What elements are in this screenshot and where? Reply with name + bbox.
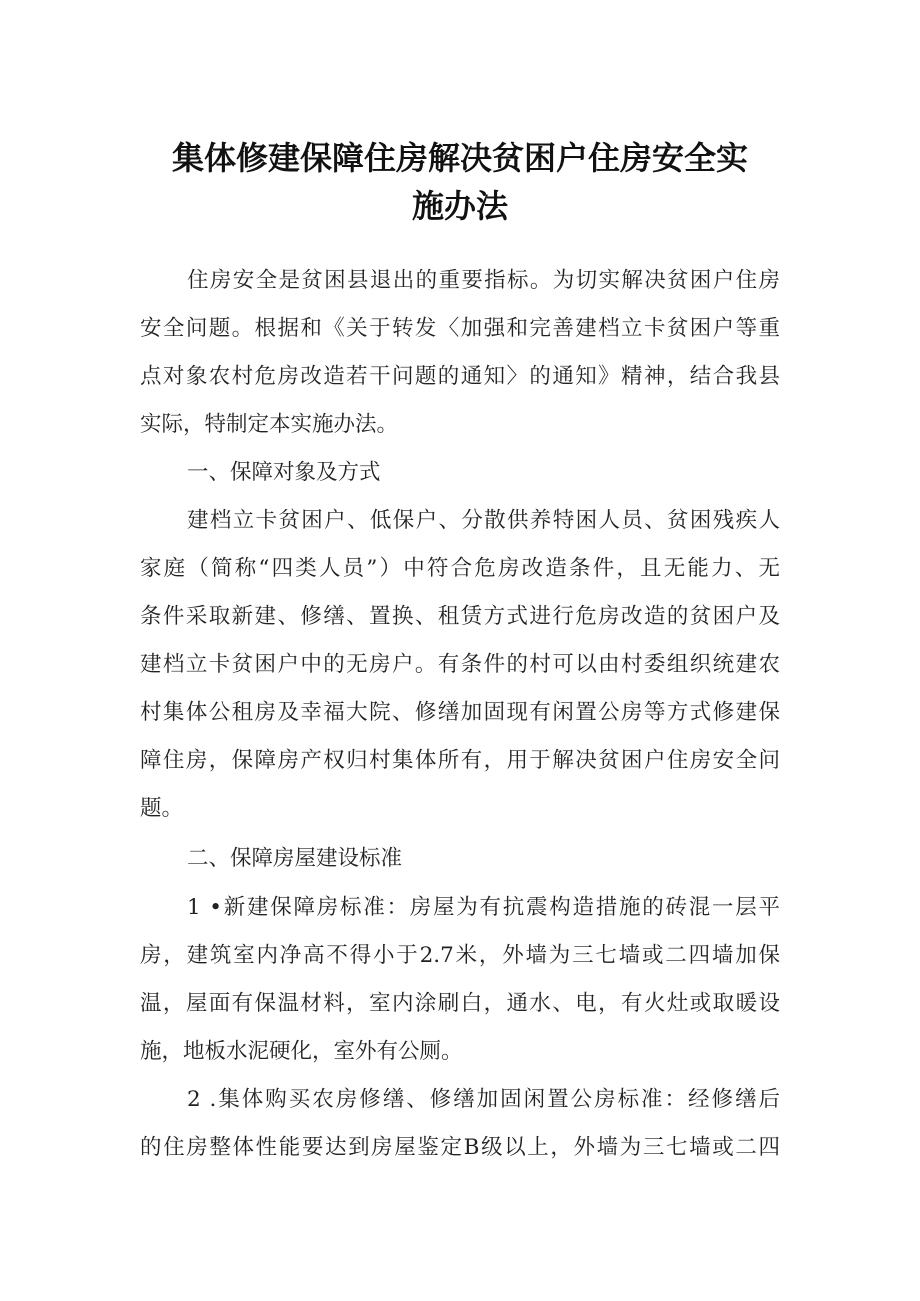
paragraph-line: 施，地板水泥硬化，室外有公厕。 <box>140 1039 463 1064</box>
document-title-line-1: 集体修建保障住房解决贫困户住房安全实 <box>171 139 748 177</box>
paragraph-line: 住房安全是贫困县退出的重要指标。为切实解决贫困户住房 <box>187 268 780 293</box>
paragraph-line: 的住房整体性能要达到房屋鉴定B级以上，外墙为三七墙或二四 <box>140 1135 780 1160</box>
paragraph-line: 点对象农村危房改造若干问题的通知〉的通知》精神，结合我县 <box>140 364 780 389</box>
paragraph-line: 1 •新建保障房标准：房屋为有抗震构造措施的砖混一层平 <box>187 895 780 920</box>
paragraph-line: 实际，特制定本实施办法。 <box>140 412 399 437</box>
document-title-line-2: 施办法 <box>411 187 508 225</box>
paragraph-line: 家庭（简称“四类人员”）中符合危房改造条件，且无能力、无 <box>140 556 780 581</box>
paragraph-line: 村集体公租房及幸福大院、修缮加固现有闲置公房等方式修建保 <box>140 700 780 725</box>
section-heading: 一、保障对象及方式 <box>187 460 381 485</box>
paragraph-line: 建档立卡贫困户、低保户、分散供养特困人员、贫困残疾人 <box>187 508 780 533</box>
paragraph-line: 条件采取新建、修缮、置换、租赁方式进行危房改造的贫困户及 <box>140 604 780 629</box>
paragraph-line: 障住房，保障房产权归村集体所有，用于解决贫困户住房安全问 <box>140 748 780 773</box>
paragraph-line: 安全问题。根据和《关于转发〈加强和完善建档立卡贫困户等重 <box>140 316 780 341</box>
paragraph-line: 建档立卡贫困户中的无房户。有条件的村可以由村委组织统建农 <box>140 652 780 677</box>
paragraph-line: 房，建筑室内净高不得小于2.7米，外墙为三七墙或二四墙加保 <box>140 943 780 968</box>
section-heading: 二、保障房屋建设标准 <box>187 846 403 871</box>
paragraph-line: 2 .集体购买农房修缮、修缮加固闲置公房标准：经修缮后 <box>187 1087 780 1112</box>
paragraph-line: 温，屋面有保温材料，室内涂刷白，通水、电，有火灶或取暖设 <box>140 991 780 1016</box>
paragraph-line: 题。 <box>140 796 184 821</box>
